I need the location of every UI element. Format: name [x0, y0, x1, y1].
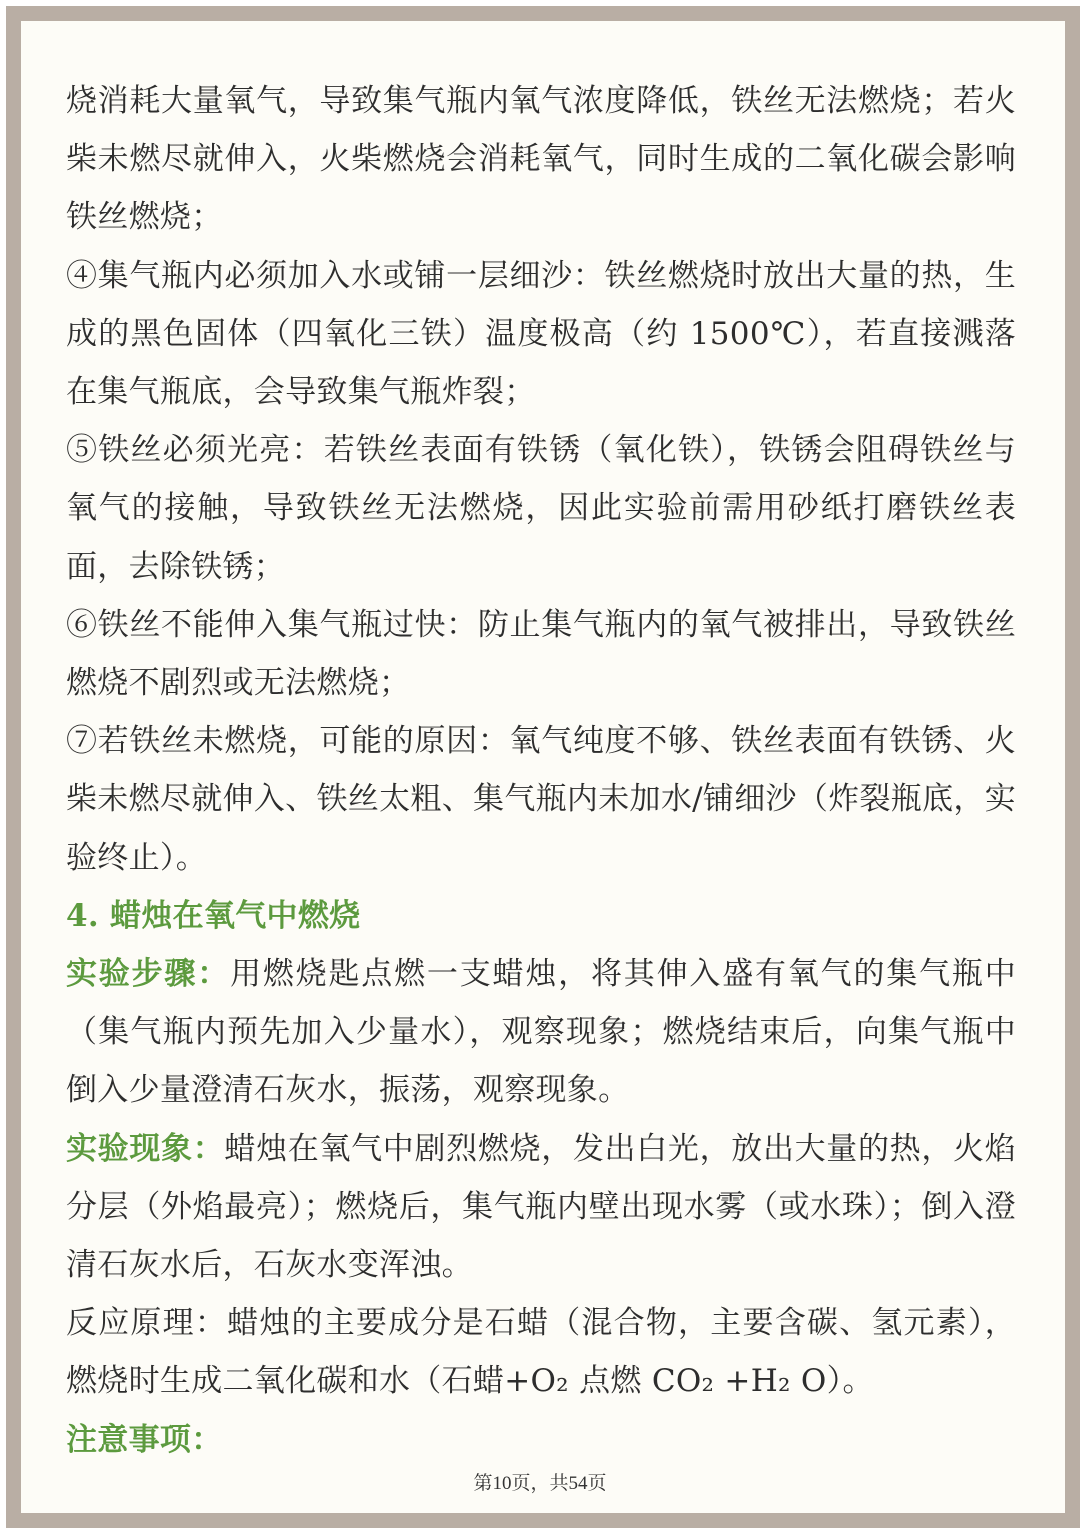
paragraph-iron-oxygen-reason: 烧消耗大量氧气，导致集气瓶内氧气浓度降低，铁丝无法燃烧；若火柴未燃尽就伸入，火柴燃烧会消耗氧气，同时生成的二氧化碳会影响铁丝燃烧；	[66, 83, 1016, 236]
phenomenon-paragraph	[66, 1120, 1016, 1295]
phenomenon-text: 蜡烛在氧气中剧烈燃烧，发出白光，放出大量的热，火焰分层（外焰最亮）；燃烧后，集气瓶内壁出现水雾（或水珠）；倒入澄清石灰水后，石灰水变浑浊。	[66, 1130, 1017, 1284]
paragraph-shiny-wire: ⑤铁丝必须光亮：若铁丝表面有铁锈（氧化铁），铁锈会阻碍铁丝与氧气的接触，导致铁丝无法燃烧，因此实验前需用砂纸打磨铁丝表面，去除铁锈；	[66, 432, 1016, 585]
document-body	[66, 72, 1016, 1469]
paragraph-failure-reasons: ⑦若铁丝未燃烧，可能的原因：氧气纯度不够、铁丝表面有铁锈、火柴未燃尽就伸入、铁丝太粗、集气瓶内未加水/铺细沙（炸裂瓶底，实验终止）。	[66, 723, 1016, 876]
page-number: 第10页，共54页	[473, 1473, 607, 1494]
steps-label: 实验步骤：	[66, 956, 231, 993]
paragraph-water-sand: ④集气瓶内必须加入水或铺一层细沙：铁丝燃烧时放出大量的热，生成的黑色固体（四氧化三铁）温度极高（约 1500℃），若直接溅落在集气瓶底，会导致集气瓶炸裂；	[66, 257, 1016, 411]
paragraph-insert-slowly: ⑥铁丝不能伸入集气瓶过快：防止集气瓶内的氧气被排出，导致铁丝燃烧不剧烈或无法燃烧；	[66, 606, 1016, 702]
notes-label: 注意事项：	[66, 1421, 223, 1458]
steps-paragraph	[66, 945, 1016, 1120]
phenomenon-label: 实验现象：	[66, 1130, 225, 1167]
steps-text: 用燃烧匙点燃一支蜡烛，将其伸入盛有氧气的集气瓶中（集气瓶内预先加入少量水），观察现象；燃烧结束后，向集气瓶中倒入少量澄清石灰水，振荡，观察现象。	[66, 956, 1017, 1109]
principle-paragraph: 反应原理：蜡烛的主要成分是石蜡（混合物，主要含碳、氢元素），燃烧时生成二氧化碳和水（石蜡+O₂ 点燃 CO₂ +H₂ O）。	[66, 1305, 1016, 1400]
section-title: 4. 蜡烛在氧气中燃烧	[66, 897, 361, 934]
